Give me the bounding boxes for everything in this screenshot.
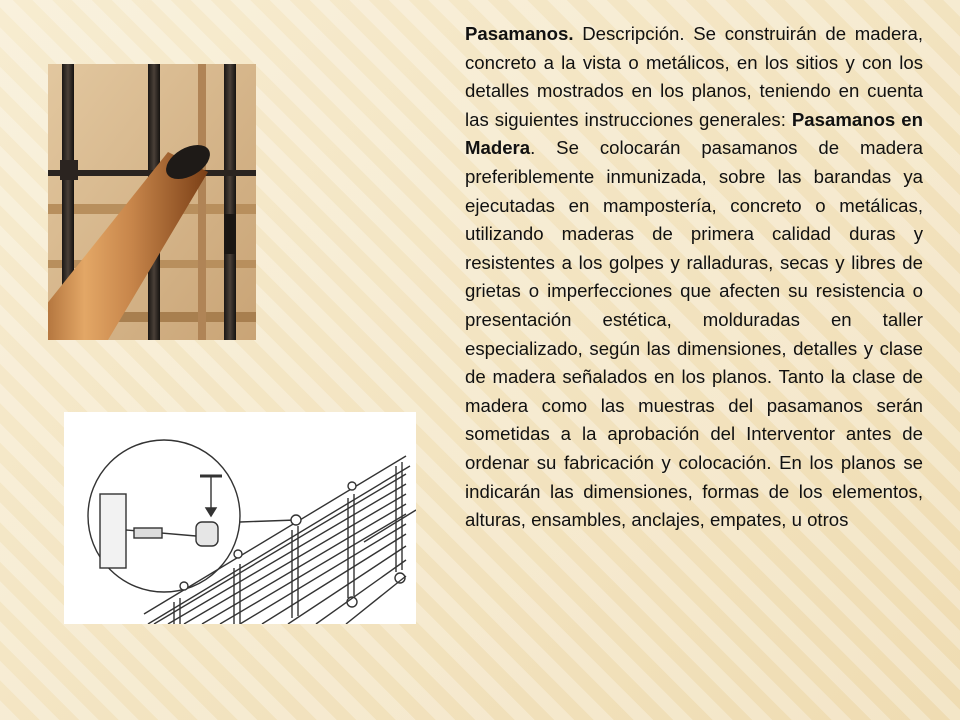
railing-assembly-drawing bbox=[64, 412, 416, 624]
railing-diagram bbox=[64, 412, 416, 624]
body-text: . Se colocarán pasamanos de madera preferiblemente inmunizada, sobre las barandas ya ejecutadas en mampostería, concreto o metálicas, utilizando maderas de primera calidad duras y resistentes a los golpes y ralladuras, secas y libres de grietas o imperfecciones que afecten su resistencia o presentación estética, molduradas en taller especializado, según las dimensiones, detalles y clase de madera señalados en los planos. Tanto la clase de madera como las muestras del pasamanos serán sometidas a la aprobación del Interventor antes de ordenar su fabricación y colocación. En los planos se indicarán las dimensiones, formas de los elementos, alturas, ensambles, anclajes, empates, u otros bbox=[465, 137, 923, 531]
description-paragraph bbox=[465, 20, 923, 535]
subtitle-bold: Pasamanos en Madera bbox=[465, 108, 923, 159]
wooden-handrail-image bbox=[48, 64, 256, 340]
handrail-photo bbox=[48, 64, 256, 340]
intro-text: Descripción. Se construirán de madera, concreto a la vista o metálicos, en los sitios y con los detalles mostrados en los planos, teniendo en cuenta las siguientes instrucciones generales: bbox=[465, 23, 923, 130]
title-bold: Pasamanos. bbox=[465, 23, 574, 44]
